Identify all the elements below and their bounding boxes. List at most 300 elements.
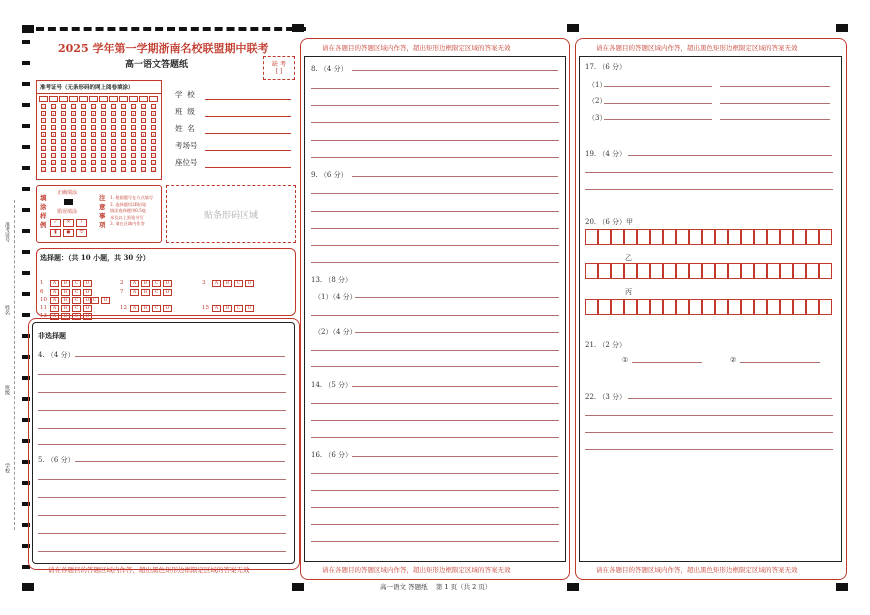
exam-id-digit-bubble[interactable]: 1 [132, 112, 135, 117]
char-grid-cell[interactable] [741, 263, 754, 279]
exam-id-digit-bubble[interactable]: 0 [92, 105, 95, 110]
exam-id-digit-bubble[interactable]: 9 [62, 168, 65, 173]
exam-id-digit-bubble[interactable]: 0 [152, 105, 155, 110]
answer-line[interactable] [352, 176, 558, 177]
answer-line[interactable] [585, 432, 833, 433]
answer-line[interactable] [604, 103, 712, 104]
answer-line[interactable] [720, 103, 830, 104]
char-grid-cell[interactable] [637, 263, 650, 279]
exam-id-digit-bubble[interactable]: 2 [132, 119, 135, 124]
exam-id-digit-bubble[interactable]: 5 [62, 140, 65, 145]
exam-id-digit-bubble[interactable]: 3 [42, 126, 45, 131]
char-grid-cell[interactable] [702, 263, 715, 279]
exam-id-digit-bubble[interactable]: 3 [112, 126, 115, 131]
exam-id-write-cell[interactable] [89, 96, 98, 102]
exam-id-digit-bubble[interactable]: 7 [132, 154, 135, 159]
exam-id-digit-bubble[interactable]: 5 [102, 140, 105, 145]
choice-question[interactable] [202, 269, 256, 288]
exam-id-digit-bubble[interactable]: 5 [112, 140, 115, 145]
char-grid-cell[interactable] [793, 299, 806, 315]
char-grid-cell[interactable] [689, 299, 702, 315]
answer-line[interactable] [38, 515, 286, 516]
exam-id-digit-bubble[interactable]: 8 [42, 161, 45, 166]
exam-id-digit-bubble[interactable]: 0 [122, 105, 125, 110]
answer-line[interactable] [311, 507, 559, 508]
answer-line[interactable] [38, 551, 286, 552]
choice-option-bubble[interactable]: D [83, 280, 92, 287]
answer-line[interactable] [720, 119, 830, 120]
exam-id-digit-bubble[interactable]: 9 [122, 168, 125, 173]
exam-id-digit-bubble[interactable]: 2 [42, 119, 45, 124]
info-field[interactable] [175, 156, 293, 170]
exam-id-digit-bubble[interactable]: 9 [42, 168, 45, 173]
exam-id-digit-bubble[interactable]: 5 [122, 140, 125, 145]
char-grid-cell[interactable] [585, 263, 598, 279]
choice-option-bubble[interactable]: A [50, 280, 59, 287]
choice-option-bubble[interactable]: C [72, 313, 81, 320]
exam-id-digit-bubble[interactable]: 7 [112, 154, 115, 159]
answer-line[interactable] [311, 140, 559, 141]
answer-line[interactable] [311, 245, 559, 246]
exam-id-write-cell[interactable] [139, 96, 148, 102]
answer-line[interactable] [352, 456, 558, 457]
exam-id-digit-bubble[interactable]: 8 [92, 161, 95, 166]
exam-id-digit-bubble[interactable]: 2 [112, 119, 115, 124]
choice-option-bubble[interactable]: C [152, 305, 161, 312]
char-grid-cell[interactable] [702, 229, 715, 245]
exam-id-digit-bubble[interactable]: 8 [152, 161, 155, 166]
answer-line[interactable] [75, 461, 285, 462]
exam-id-digit-bubble[interactable]: 6 [142, 147, 145, 152]
char-grid-cell[interactable] [793, 263, 806, 279]
exam-id-digit-bubble[interactable]: 5 [42, 140, 45, 145]
char-grid-cell[interactable] [780, 263, 793, 279]
exam-id-write-cell[interactable] [149, 96, 158, 102]
exam-id-write-cell[interactable] [49, 96, 58, 102]
exam-id-write-cell[interactable] [99, 96, 108, 102]
char-grid-cell[interactable] [676, 263, 689, 279]
exam-id-digit-bubble[interactable]: 4 [152, 133, 155, 138]
exam-id-write-cell[interactable] [129, 96, 138, 102]
info-field-line[interactable] [205, 133, 291, 134]
char-grid-cell[interactable] [585, 229, 598, 245]
exam-id-write-cell[interactable] [109, 96, 118, 102]
answer-line[interactable] [352, 70, 558, 71]
answer-line[interactable] [311, 490, 559, 491]
answer-line[interactable] [311, 315, 559, 316]
choice-option-bubble[interactable]: D [163, 289, 172, 296]
answer-line[interactable] [352, 386, 558, 387]
exam-id-digit-bubble[interactable]: 3 [82, 126, 85, 131]
exam-id-digit-bubble[interactable]: 1 [92, 112, 95, 117]
answer-line[interactable] [311, 366, 559, 367]
answer-line[interactable] [311, 437, 559, 438]
char-grid-cell[interactable] [806, 299, 819, 315]
exam-id-digit-bubble[interactable]: 1 [52, 112, 55, 117]
exam-id-digit-bubble[interactable]: 6 [52, 147, 55, 152]
exam-id-digit-bubble[interactable]: 9 [92, 168, 95, 173]
answer-line[interactable] [632, 362, 702, 363]
char-grid-cell[interactable] [637, 299, 650, 315]
exam-id-digit-bubble[interactable]: 3 [152, 126, 155, 131]
exam-id-write-cell[interactable] [79, 96, 88, 102]
exam-id-digit-bubble[interactable]: 3 [62, 126, 65, 131]
exam-id-digit-bubble[interactable]: 0 [82, 105, 85, 110]
answer-line[interactable] [585, 189, 833, 190]
exam-id-digit-bubble[interactable]: 6 [112, 147, 115, 152]
exam-id-digit-bubble[interactable]: 5 [52, 140, 55, 145]
char-grid-cell[interactable] [780, 229, 793, 245]
exam-id-digit-bubble[interactable]: 1 [72, 112, 75, 117]
answer-line[interactable] [311, 193, 559, 194]
exam-id-digit-bubble[interactable]: 7 [102, 154, 105, 159]
char-grid-cell[interactable] [715, 299, 728, 315]
exam-id-digit-bubble[interactable]: 1 [42, 112, 45, 117]
info-field[interactable] [175, 139, 293, 153]
exam-id-digit-bubble[interactable]: 4 [82, 133, 85, 138]
answer-line[interactable] [311, 473, 559, 474]
char-grid-cell[interactable] [650, 229, 663, 245]
char-grid-cell[interactable] [598, 229, 611, 245]
exam-id-digit-bubble[interactable]: 3 [142, 126, 145, 131]
exam-id-digit-bubble[interactable]: 4 [62, 133, 65, 138]
exam-id-digit-bubble[interactable]: 8 [102, 161, 105, 166]
answer-line[interactable] [311, 88, 559, 89]
answer-line[interactable] [628, 398, 832, 399]
exam-id-digit-bubble[interactable]: 4 [102, 133, 105, 138]
char-grid-cell[interactable] [663, 263, 676, 279]
exam-id-digit-bubble[interactable]: 8 [112, 161, 115, 166]
choice-option-bubble[interactable]: C [152, 280, 161, 287]
answer-line[interactable] [311, 157, 559, 158]
char-grid-cell[interactable] [741, 229, 754, 245]
exam-id-digit-bubble[interactable]: 6 [82, 147, 85, 152]
exam-id-digit-bubble[interactable]: 3 [122, 126, 125, 131]
answer-line[interactable] [311, 420, 559, 421]
answer-line[interactable] [38, 428, 286, 429]
char-grid-cell[interactable] [650, 263, 663, 279]
exam-id-digit-bubble[interactable]: 1 [142, 112, 145, 117]
info-field[interactable] [175, 122, 293, 136]
exam-id-digit-bubble[interactable]: 9 [142, 168, 145, 173]
exam-id-digit-bubble[interactable]: 6 [62, 147, 65, 152]
exam-id-write-cell[interactable] [119, 96, 128, 102]
choice-option-bubble[interactable]: B [223, 305, 232, 312]
answer-line[interactable] [311, 122, 559, 123]
char-grid-cell[interactable] [806, 263, 819, 279]
char-grid-cell[interactable] [767, 263, 780, 279]
choice-option-bubble[interactable]: D [163, 305, 172, 312]
answer-line[interactable] [38, 444, 286, 445]
choice-question[interactable] [202, 294, 256, 313]
exam-id-digit-bubble[interactable]: 1 [112, 112, 115, 117]
exam-id-digit-bubble[interactable]: 0 [52, 105, 55, 110]
answer-line[interactable] [311, 211, 559, 212]
char-grid-cell[interactable] [754, 299, 767, 315]
choice-option-bubble[interactable]: C [72, 280, 81, 287]
choice-option-bubble[interactable]: A [50, 289, 59, 296]
exam-id-digit-bubble[interactable]: 3 [92, 126, 95, 131]
exam-id-digit-bubble[interactable]: 2 [122, 119, 125, 124]
exam-id-digit-bubble[interactable]: 7 [62, 154, 65, 159]
char-grid-cell[interactable] [676, 229, 689, 245]
choice-option-bubble[interactable]: B [141, 289, 150, 296]
exam-id-digit-bubble[interactable]: 0 [72, 105, 75, 110]
choice-option-bubble[interactable]: B [141, 280, 150, 287]
char-grid-cell[interactable] [819, 299, 832, 315]
exam-id-digit-bubble[interactable]: 4 [42, 133, 45, 138]
answer-line[interactable] [604, 119, 712, 120]
choice-option-bubble[interactable]: C [72, 297, 81, 304]
exam-id-write-cell[interactable] [69, 96, 78, 102]
exam-id-digit-bubble[interactable]: 9 [112, 168, 115, 173]
char-grid-cell[interactable] [585, 299, 598, 315]
choice-option-bubble[interactable]: B [141, 305, 150, 312]
char-grid-cell[interactable] [676, 299, 689, 315]
info-field[interactable] [175, 88, 293, 102]
choice-option-bubble[interactable]: B [61, 297, 70, 304]
exam-id-digit-bubble[interactable]: 9 [52, 168, 55, 173]
info-field-line[interactable] [205, 150, 291, 151]
choice-option-bubble[interactable]: D [245, 280, 254, 287]
char-grid-cell[interactable] [702, 299, 715, 315]
answer-line[interactable] [740, 362, 820, 363]
choice-option-bubble[interactable]: A [50, 313, 59, 320]
exam-id-digit-bubble[interactable]: 6 [102, 147, 105, 152]
choice-option-bubble[interactable]: C [234, 305, 243, 312]
exam-id-digit-bubble[interactable]: 6 [152, 147, 155, 152]
exam-id-digit-bubble[interactable]: 9 [102, 168, 105, 173]
exam-id-digit-bubble[interactable]: 5 [132, 140, 135, 145]
char-grid-cell[interactable] [611, 263, 624, 279]
answer-line[interactable] [311, 403, 559, 404]
choice-option-bubble[interactable]: B [61, 305, 70, 312]
exam-id-grid[interactable] [37, 94, 161, 174]
choice-option-bubble[interactable]: D [163, 280, 172, 287]
choice-option-bubble[interactable]: A [130, 305, 139, 312]
info-field-line[interactable] [205, 116, 291, 117]
exam-id-digit-bubble[interactable]: 9 [152, 168, 155, 173]
exam-id-digit-bubble[interactable]: 8 [62, 161, 65, 166]
exam-id-digit-bubble[interactable]: 4 [132, 133, 135, 138]
exam-id-digit-bubble[interactable]: 8 [52, 161, 55, 166]
char-grid-cell[interactable] [689, 263, 702, 279]
exam-id-digit-bubble[interactable]: 2 [152, 119, 155, 124]
answer-line[interactable] [355, 332, 559, 333]
answer-line[interactable] [38, 533, 286, 534]
answer-line[interactable] [38, 410, 286, 411]
char-grid-cell[interactable] [663, 229, 676, 245]
char-grid-cell[interactable] [767, 229, 780, 245]
exam-id-digit-bubble[interactable]: 4 [112, 133, 115, 138]
exam-id-digit-bubble[interactable]: 5 [72, 140, 75, 145]
char-grid-cell[interactable] [728, 229, 741, 245]
choice-option-bubble[interactable]: C [72, 289, 81, 296]
exam-id-digit-bubble[interactable]: 5 [152, 140, 155, 145]
exam-id-digit-bubble[interactable]: 2 [72, 119, 75, 124]
choice-option-bubble[interactable]: D [101, 297, 110, 304]
exam-id-write-cell[interactable] [39, 96, 48, 102]
char-grid-cell[interactable] [715, 229, 728, 245]
choice-option-bubble[interactable]: D [83, 297, 92, 304]
exam-id-digit-bubble[interactable]: 5 [92, 140, 95, 145]
exam-id-digit-bubble[interactable]: 1 [102, 112, 105, 117]
exam-id-digit-bubble[interactable]: 7 [52, 154, 55, 159]
choice-option-bubble[interactable]: B [223, 280, 232, 287]
answer-line[interactable] [38, 497, 286, 498]
answer-line[interactable] [585, 415, 833, 416]
choice-option-bubble[interactable]: C [72, 305, 81, 312]
char-grid-cell[interactable] [611, 299, 624, 315]
char-grid-cell[interactable] [780, 299, 793, 315]
answer-line[interactable] [311, 350, 559, 351]
exam-id-digit-bubble[interactable]: 8 [82, 161, 85, 166]
choice-option-bubble[interactable]: C [152, 289, 161, 296]
answer-line[interactable] [311, 105, 559, 106]
exam-id-digit-bubble[interactable]: 7 [122, 154, 125, 159]
char-grid-cell[interactable] [598, 299, 611, 315]
choice-option-bubble[interactable]: C [90, 297, 99, 304]
exam-id-digit-bubble[interactable]: 0 [42, 105, 45, 110]
choice-option-bubble[interactable]: D [83, 305, 92, 312]
choice-option-bubble[interactable]: D [83, 289, 92, 296]
answer-line[interactable] [628, 155, 832, 156]
char-grid-cell[interactable] [715, 263, 728, 279]
answer-line[interactable] [311, 541, 559, 542]
char-grid-cell[interactable] [819, 263, 832, 279]
char-grid-cell[interactable] [819, 229, 832, 245]
char-grid-cell[interactable] [598, 263, 611, 279]
exam-id-digit-bubble[interactable]: 2 [62, 119, 65, 124]
exam-id-digit-bubble[interactable]: 3 [102, 126, 105, 131]
char-grid-cell[interactable] [624, 299, 637, 315]
answer-line[interactable] [311, 228, 559, 229]
exam-id-digit-bubble[interactable]: 6 [42, 147, 45, 152]
exam-id-digit-bubble[interactable]: 8 [142, 161, 145, 166]
choice-option-bubble[interactable]: D [245, 305, 254, 312]
answer-line[interactable] [38, 392, 286, 393]
info-field[interactable] [175, 105, 293, 119]
choice-question-extra[interactable] [90, 286, 112, 305]
choice-option-bubble[interactable]: A [50, 297, 59, 304]
exam-id-digit-bubble[interactable]: 4 [122, 133, 125, 138]
exam-id-digit-bubble[interactable]: 6 [122, 147, 125, 152]
exam-id-digit-bubble[interactable]: 4 [72, 133, 75, 138]
exam-id-digit-bubble[interactable]: 0 [142, 105, 145, 110]
answer-line[interactable] [75, 356, 285, 357]
char-grid-cell[interactable] [754, 229, 767, 245]
choice-question[interactable] [120, 294, 174, 313]
exam-id-digit-bubble[interactable]: 2 [82, 119, 85, 124]
char-grid-cell[interactable] [754, 263, 767, 279]
exam-id-digit-bubble[interactable]: 3 [132, 126, 135, 131]
info-field-line[interactable] [205, 167, 291, 168]
choice-option-bubble[interactable]: A [50, 305, 59, 312]
exam-id-digit-bubble[interactable]: 3 [52, 126, 55, 131]
char-grid-cell[interactable] [728, 263, 741, 279]
char-grid-cell[interactable] [663, 299, 676, 315]
exam-id-digit-bubble[interactable]: 6 [72, 147, 75, 152]
choice-option-bubble[interactable]: C [234, 280, 243, 287]
choice-option-bubble[interactable]: D [83, 313, 92, 320]
exam-id-digit-bubble[interactable]: 1 [62, 112, 65, 117]
exam-id-digit-bubble[interactable]: 1 [82, 112, 85, 117]
absent-checkbox[interactable]: [ ] [275, 68, 283, 75]
answer-line[interactable] [720, 86, 830, 87]
choice-option-bubble[interactable]: B [61, 289, 70, 296]
char-grid-cell[interactable] [806, 229, 819, 245]
choice-option-bubble[interactable]: A [130, 280, 139, 287]
answer-line[interactable] [585, 449, 833, 450]
answer-line[interactable] [604, 86, 712, 87]
absent-box[interactable] [263, 56, 295, 80]
char-grid-cell[interactable] [741, 299, 754, 315]
exam-id-digit-bubble[interactable]: 7 [142, 154, 145, 159]
exam-id-digit-bubble[interactable]: 5 [142, 140, 145, 145]
exam-id-digit-bubble[interactable]: 6 [92, 147, 95, 152]
exam-id-digit-bubble[interactable]: 7 [72, 154, 75, 159]
exam-id-digit-bubble[interactable]: 1 [152, 112, 155, 117]
choice-option-bubble[interactable]: B [61, 313, 70, 320]
choice-option-bubble[interactable]: A [212, 305, 221, 312]
exam-id-digit-bubble[interactable]: 5 [82, 140, 85, 145]
exam-id-digit-bubble[interactable]: 2 [52, 119, 55, 124]
choice-option-bubble[interactable]: A [130, 289, 139, 296]
answer-line[interactable] [355, 297, 559, 298]
exam-id-digit-bubble[interactable]: 4 [52, 133, 55, 138]
char-grid-cell[interactable] [767, 299, 780, 315]
answer-line[interactable] [585, 172, 833, 173]
char-grid-cell[interactable] [689, 229, 702, 245]
answer-line[interactable] [311, 262, 559, 263]
exam-id-digit-bubble[interactable]: 2 [102, 119, 105, 124]
exam-id-digit-bubble[interactable]: 7 [42, 154, 45, 159]
exam-id-digit-bubble[interactable]: 1 [122, 112, 125, 117]
exam-id-digit-bubble[interactable]: 9 [82, 168, 85, 173]
exam-id-digit-bubble[interactable]: 2 [142, 119, 145, 124]
exam-id-digit-bubble[interactable]: 6 [132, 147, 135, 152]
exam-id-digit-bubble[interactable]: 4 [92, 133, 95, 138]
char-grid-cell[interactable] [624, 229, 637, 245]
char-grid-cell[interactable] [637, 229, 650, 245]
choice-option-bubble[interactable]: B [61, 280, 70, 287]
exam-id-digit-bubble[interactable]: 9 [132, 168, 135, 173]
exam-id-digit-bubble[interactable]: 0 [112, 105, 115, 110]
exam-id-digit-bubble[interactable]: 7 [92, 154, 95, 159]
answer-line[interactable] [38, 479, 286, 480]
exam-id-digit-bubble[interactable]: 9 [72, 168, 75, 173]
char-grid-cell[interactable] [611, 229, 624, 245]
exam-id-digit-bubble[interactable]: 0 [132, 105, 135, 110]
exam-id-write-cell[interactable] [59, 96, 68, 102]
char-grid-cell[interactable] [624, 263, 637, 279]
exam-id-digit-bubble[interactable]: 2 [92, 119, 95, 124]
char-grid-cell[interactable] [650, 299, 663, 315]
exam-id-digit-bubble[interactable]: 3 [72, 126, 75, 131]
choice-option-bubble[interactable]: A [212, 280, 221, 287]
exam-id-digit-bubble[interactable]: 0 [62, 105, 65, 110]
exam-id-digit-bubble[interactable]: 4 [142, 133, 145, 138]
char-grid-cell[interactable] [793, 229, 806, 245]
exam-id-digit-bubble[interactable]: 0 [102, 105, 105, 110]
exam-id-digit-bubble[interactable]: 8 [132, 161, 135, 166]
exam-id-digit-bubble[interactable]: 8 [122, 161, 125, 166]
answer-line[interactable] [311, 524, 559, 525]
char-grid-cell[interactable] [728, 299, 741, 315]
exam-id-digit-bubble[interactable]: 7 [82, 154, 85, 159]
exam-id-digit-bubble[interactable]: 7 [152, 154, 155, 159]
answer-line[interactable] [38, 374, 286, 375]
